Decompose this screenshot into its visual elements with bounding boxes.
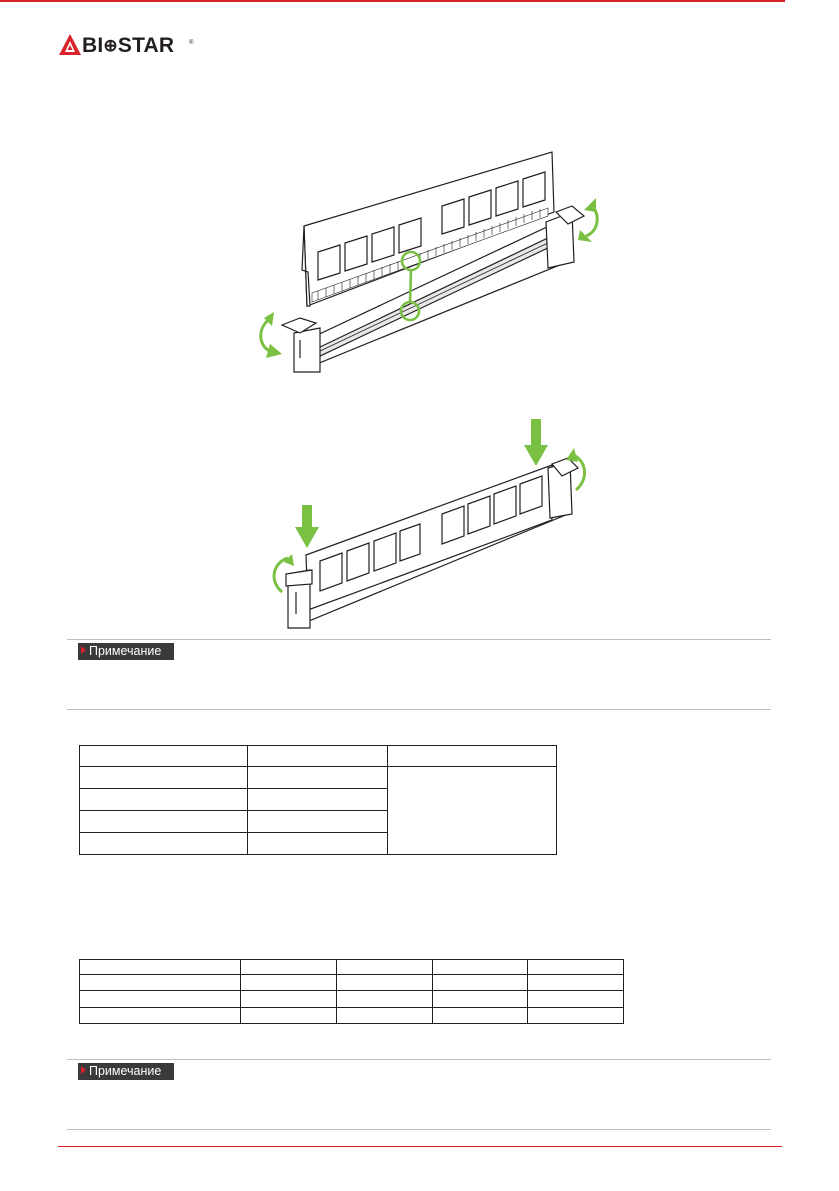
table-row bbox=[80, 960, 624, 975]
note-label-text: Примечание bbox=[89, 644, 162, 658]
footer-accent-line bbox=[58, 1146, 782, 1147]
memory-config-table bbox=[79, 745, 557, 855]
triangle-bullet-icon bbox=[81, 646, 86, 654]
table-cell bbox=[80, 991, 241, 1007]
table-cell bbox=[241, 960, 337, 975]
brand-crosshair-o: ⊕ bbox=[103, 36, 118, 55]
table-cell bbox=[80, 960, 241, 975]
table-cell bbox=[248, 767, 387, 789]
illustration-module-inserted bbox=[274, 419, 585, 628]
table-cell bbox=[241, 1007, 337, 1023]
table-cell bbox=[432, 1007, 528, 1023]
table-cell bbox=[80, 975, 241, 991]
left-latch bbox=[294, 328, 320, 372]
note-label bbox=[78, 1063, 174, 1080]
note-top-rule bbox=[67, 1059, 771, 1060]
table-row bbox=[80, 767, 557, 789]
table-cell bbox=[337, 991, 433, 1007]
memory-population-table bbox=[79, 959, 624, 1024]
note-top-rule bbox=[67, 639, 771, 640]
note-bottom-rule bbox=[67, 709, 771, 710]
table-cell bbox=[80, 746, 248, 767]
table-cell bbox=[241, 991, 337, 1007]
table-cell bbox=[80, 833, 248, 855]
table-cell bbox=[528, 991, 624, 1007]
table-cell bbox=[241, 975, 337, 991]
table-cell bbox=[80, 767, 248, 789]
table-cell bbox=[337, 960, 433, 975]
table-cell bbox=[432, 960, 528, 975]
brand-name-end: STAR bbox=[117, 34, 175, 57]
table-cell bbox=[387, 746, 556, 767]
table-cell bbox=[248, 811, 387, 833]
table-row bbox=[80, 746, 557, 767]
table-cell bbox=[80, 811, 248, 833]
table-cell bbox=[528, 975, 624, 991]
table-cell bbox=[432, 975, 528, 991]
table-cell bbox=[528, 1007, 624, 1023]
table-cell bbox=[337, 975, 433, 991]
table-cell bbox=[337, 1007, 433, 1023]
illustration-module-alignment bbox=[261, 152, 597, 372]
table-cell bbox=[80, 1007, 241, 1023]
table-cell bbox=[432, 991, 528, 1007]
brand-name-start: BI bbox=[82, 34, 104, 57]
table-row bbox=[80, 975, 624, 991]
note-label-text: Примечание bbox=[89, 1064, 162, 1078]
note-bottom-rule bbox=[67, 1129, 771, 1130]
registered-mark: ® bbox=[189, 40, 194, 46]
table-cell bbox=[80, 789, 248, 811]
note-label bbox=[78, 643, 174, 660]
table-row bbox=[80, 991, 624, 1007]
triangle-bullet-icon bbox=[81, 1066, 86, 1074]
table-row bbox=[80, 1007, 624, 1023]
table-merged-cell bbox=[387, 767, 556, 855]
table-cell bbox=[248, 833, 387, 855]
table-cell bbox=[248, 746, 387, 767]
table-cell bbox=[528, 960, 624, 975]
table-cell bbox=[248, 789, 387, 811]
